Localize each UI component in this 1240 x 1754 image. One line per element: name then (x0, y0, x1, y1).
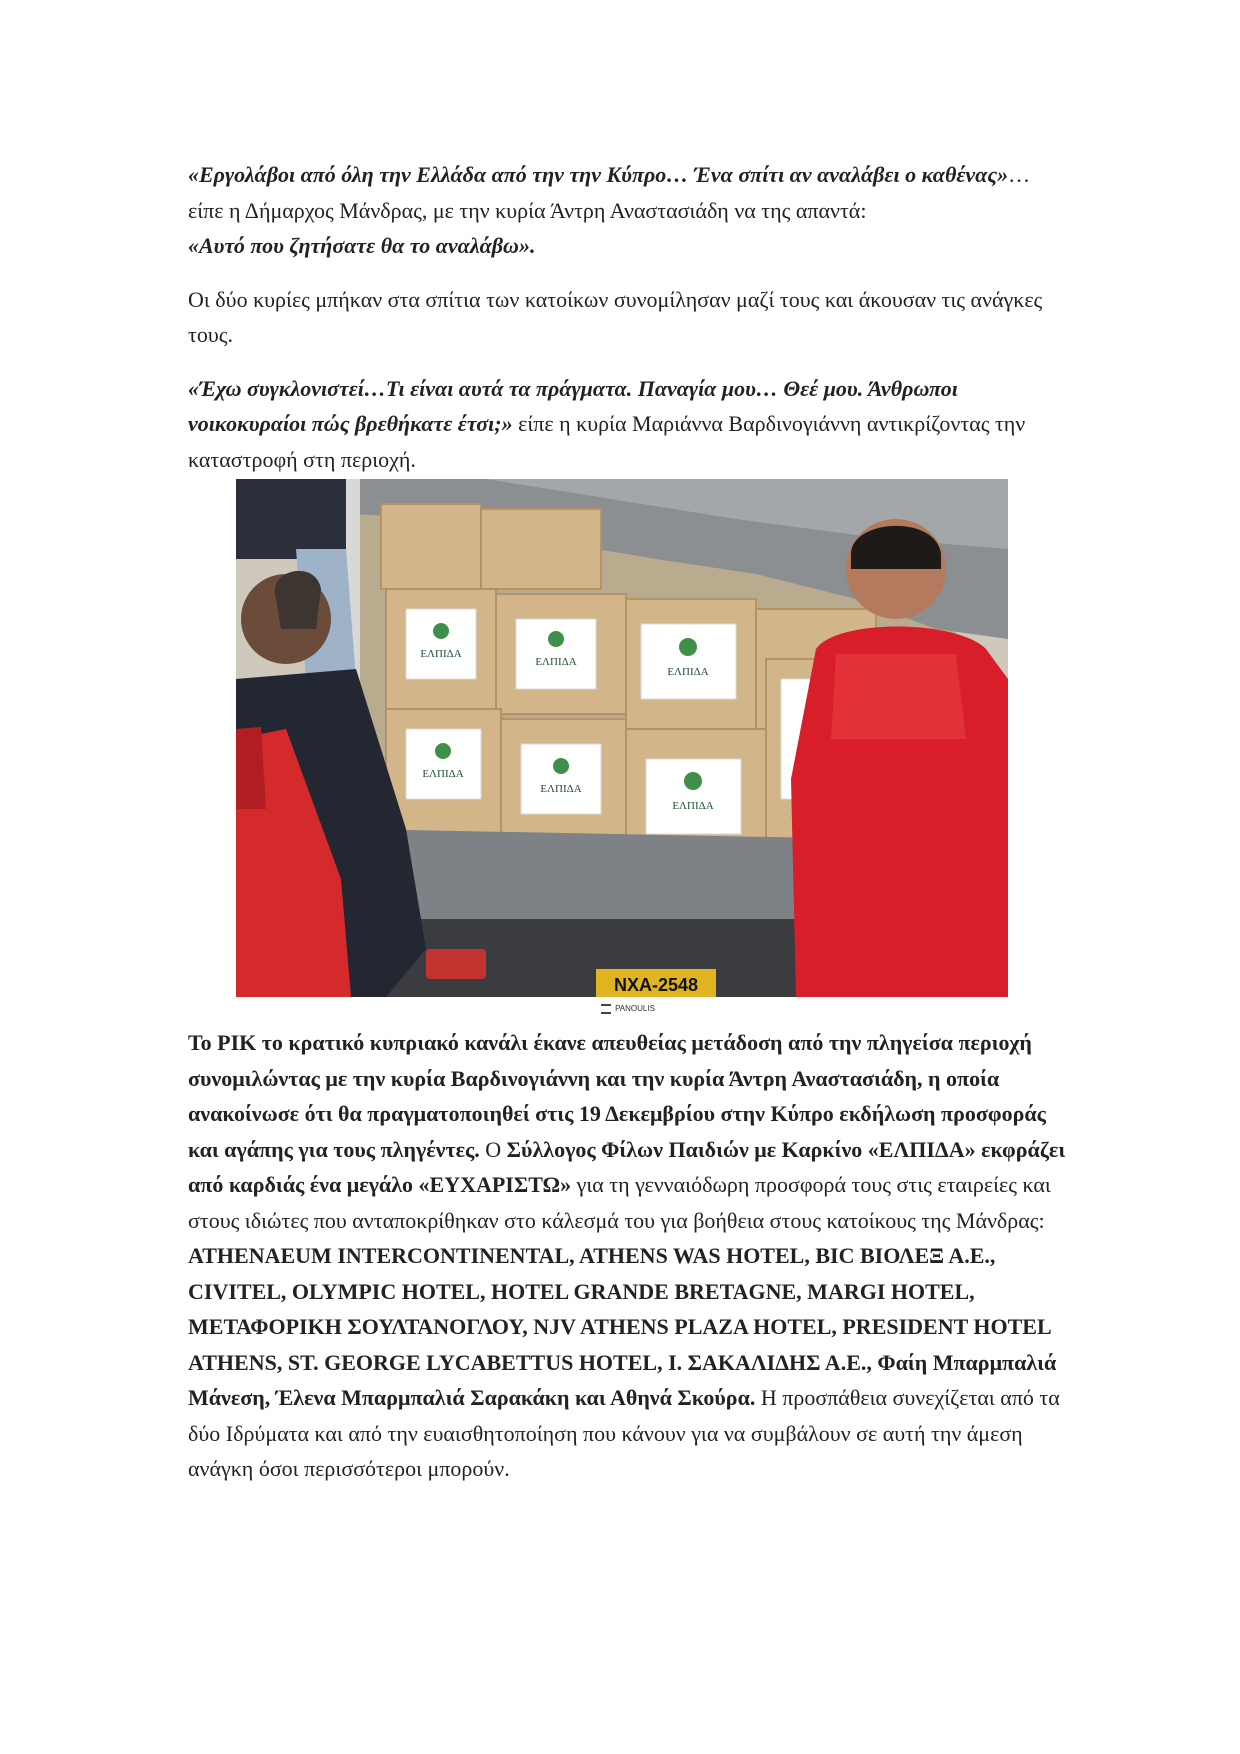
mayor-quote: «Εργολάβοι από όλη την Ελλάδα από την την Κύπρο… Ένα σπίτι αν αναλάβει ο καθένας» (188, 162, 1009, 187)
sponsors-list: ATHENAEUM INTERCONTINENTAL, ATHENS WAS HOTEL, BIC ΒΙΟΛΕΞ Α.Ε., CIVITEL, OLYMPIC HOTEL, HOTEL GRANDE BRETAGNE, MARGI HOTEL, ΜΕΤΑΦΟΡΙΚΗ ΣΟΥΛΤΑΝΟΓΛΟΥ, NJV ATHENS PLAZA HOTEL, PRESIDENT HOTEL ATHENS, ST. GEORGE LYCABETTUS HOTEL, Ι. ΣΑΚΑΛΙΔΗΣ Α.Ε., Φαίη Μπαρμπαλιά Μάνεση, Έλενα Μπαρμπαλιά Σαρακάκη και Αθηνά Σκούρα. (188, 1243, 1057, 1410)
box-label: ΕΛΠΙΔΑ (420, 648, 462, 660)
paragraph-visit: Οι δύο κυρίες μπήκαν στα σπίτια των κατοίκων συνομίλησαν μαζί τους και άκουσαν τις ανάγκες τους. (188, 286, 1043, 347)
paragraph-mayor-quote (188, 157, 1068, 264)
society-thanks: Σύλλογος Φίλων Παιδιών με Καρκίνο «ΕΛΠΙΔΑ» εκφράζει από καρδιάς ένα μεγάλο «ΕΥΧΑΡΙΣΤΩ» (188, 1136, 1066, 1197)
vardinoyannis-quote: «Έχω συγκλονιστεί…Τι είναι αυτά τα πράγματα. Παναγία μου… Θεέ μου. Άνθρωποι νοικοκυραίοι πώς βρεθήκατε έτσι;» (188, 375, 958, 436)
article-body (188, 157, 1068, 1487)
rik-broadcast-text: Το ΡΙΚ το κρατικό κυπριακό κανάλι έκανε απευθείας μετάδοση από την πληγείσα περιοχή συνομιλώντας με την κυρία Βαρδινογιάννη και την κυρία Άντρη Αναστασιάδη, η οποία ανακοίνωσε ότι θα πραγματοποιηθεί στις 19 Δεκεμβρίου στην Κύπρο εκδήλωση προσφοράς και αγάπης για τους πληγέντες. (188, 1030, 1046, 1162)
box-label: ΕΛΠΙΔΑ (540, 783, 582, 795)
reply-quote: «Αυτό που ζητήσατε θα το αναλάβω». (188, 233, 536, 258)
photo-credit (188, 999, 1068, 1019)
o-article: Ο (485, 1136, 507, 1162)
credit-logo-icon (601, 1004, 611, 1014)
box-label: ΕΛΠΙΔΑ (667, 666, 709, 678)
photo-credit-text: PANOULIS (615, 1004, 655, 1013)
closing-sentence: Η προσπάθεια συνεχίζεται από τα δύο Ιδρύματα και από την ευαισθητοποίηση που κάνουν για να συμβάλουν σε αυτή την άμεση ανάγκη όσοι περισσότεροι μπορούν. (188, 1385, 1060, 1481)
license-plate: ΝΧΑ-2548 (613, 975, 699, 995)
thanks-body: για τη γενναιόδωρη προσφορά τους στις εταιρείες και στους ιδιώτες που ανταποκρίθηκαν στο κάλεσμά του για βοήθεια στους κατοίκους της Μάνδρας: (188, 1172, 1051, 1233)
box-label: ΕΛΠΙΔΑ (535, 656, 577, 668)
paragraph-rik-broadcast (188, 1025, 1068, 1487)
article-photo (236, 479, 1008, 997)
box-label: ΕΛΠΙΔΑ (672, 800, 714, 812)
mayor-quote-attribution: … είπε η Δήμαρχος Μάνδρας, με την κυρία Άντρη Αναστασιάδη να της απαντά: (188, 162, 1031, 223)
vardinoyannis-attribution: είπε η κυρία Μαριάννα Βαρδινογιάννη αντικρίζοντας την καταστροφή στη περιοχή. (188, 411, 1026, 472)
paragraph-vardinoyannis-quote (188, 371, 1068, 478)
box-label: ΕΛΠΙΔΑ (422, 768, 464, 780)
